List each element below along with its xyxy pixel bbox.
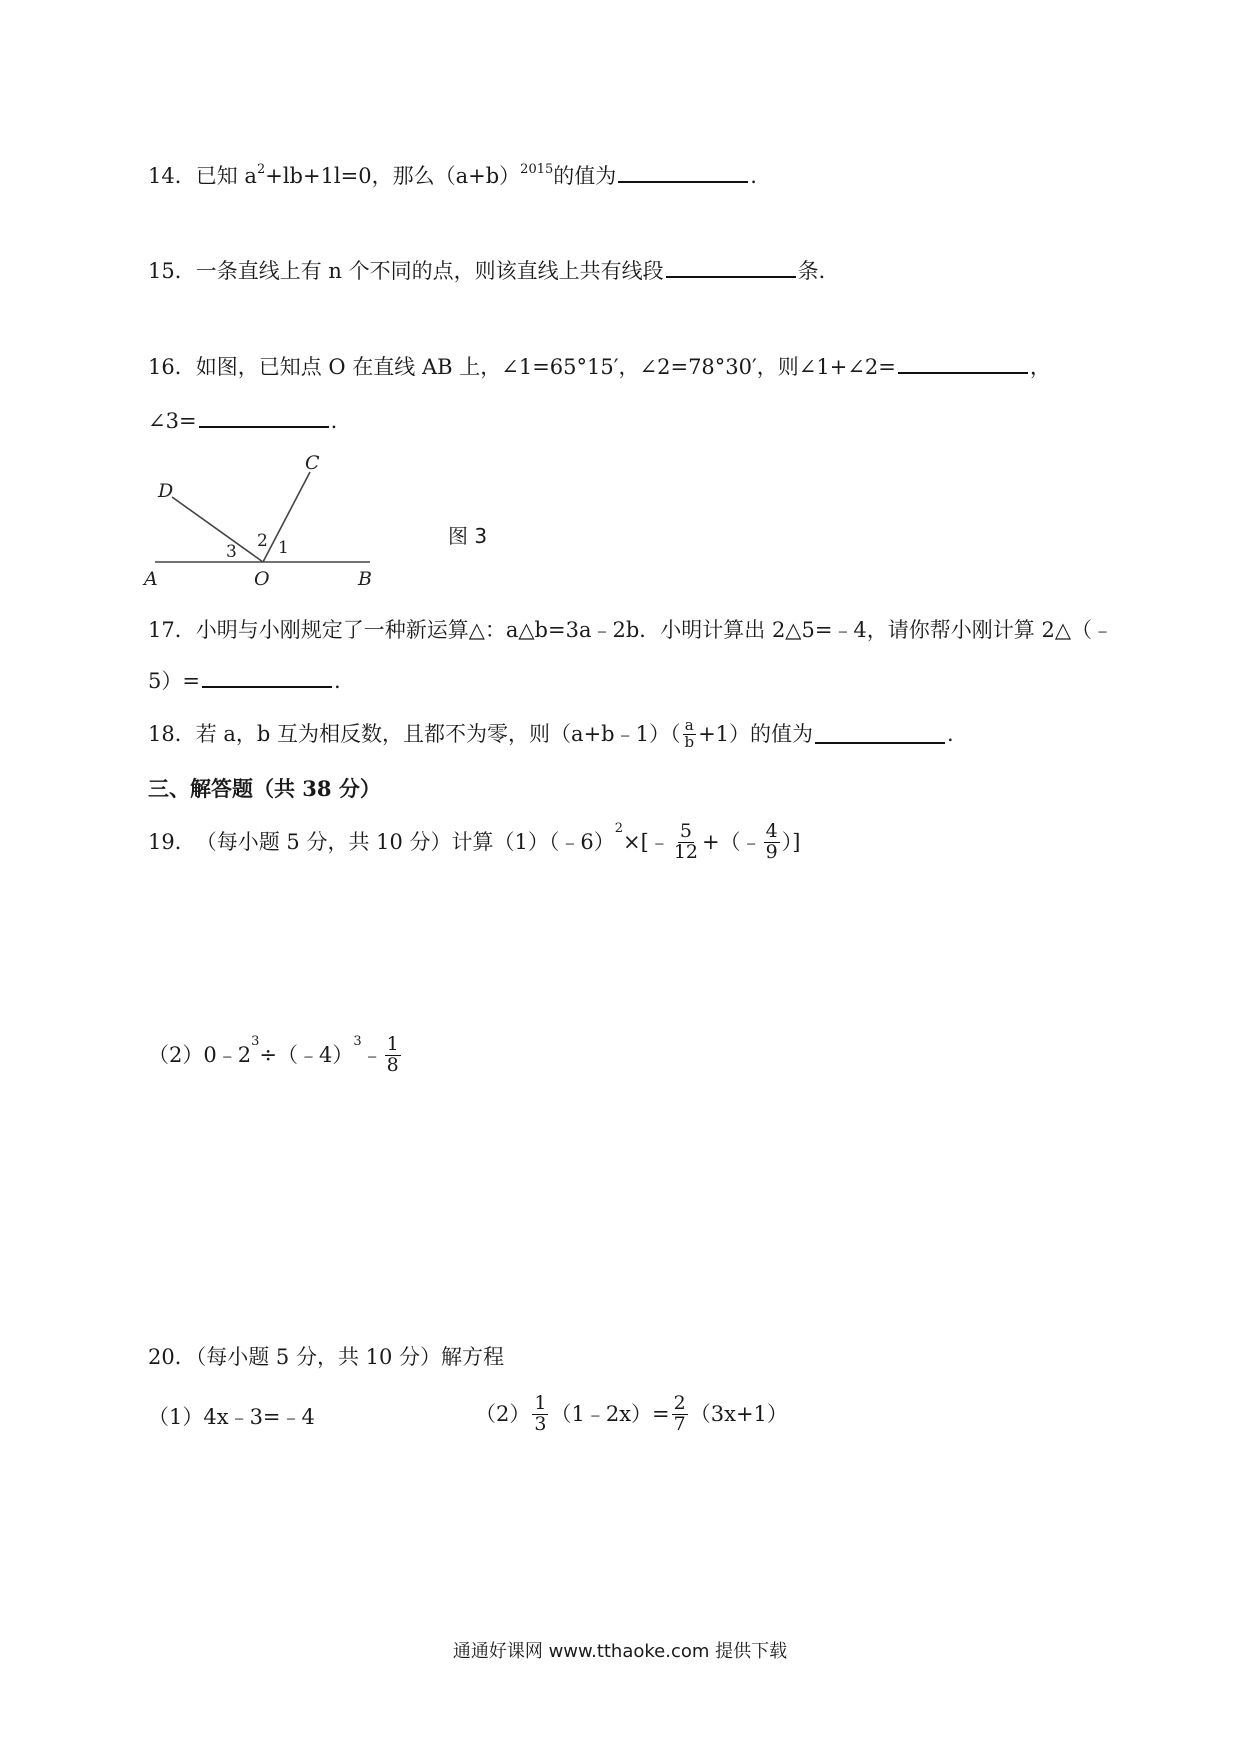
question-text: +1）的值为 [698,721,814,746]
question-text: （每小题 5 分，共 10 分）计算（1）（﹣6） [195,829,615,854]
superscript: 2 [256,162,266,177]
angle-figure [140,445,390,595]
fraction-denominator: 9 [765,840,778,863]
answer-blank[interactable] [202,668,332,688]
fraction-numerator: 2 [673,1392,686,1414]
fraction-5-12 [672,822,700,863]
answer-blank[interactable] [898,354,1028,374]
answer-blank[interactable] [199,408,329,428]
question-text: 已知 a [195,164,257,188]
fraction-denominator: 12 [673,840,699,863]
fraction-numerator: a [684,716,694,734]
page-footer: 通通好课网 www.tthaoke.com 提供下载 [452,1641,788,1662]
question-16 [148,354,1051,378]
question-text: 如图，已知点 O 在直线 AB 上，∠1=65°15′，∠2=78°30′，则∠1+∠2= [195,355,896,379]
fraction-denominator: 3 [534,1412,547,1435]
question-number: 17． [148,618,196,642]
ray-od [172,497,263,562]
answer-blank[interactable] [666,258,796,278]
label-d: D [158,480,174,502]
question-text: 5）= [148,669,200,693]
fraction-denominator: b [684,732,695,751]
punctuation: . [333,669,341,693]
question-15 [148,258,840,282]
question-20-part-2 [475,1394,788,1435]
question-20 [148,1347,504,1368]
fraction-1-3 [532,1394,548,1435]
question-text: ）] [781,829,801,854]
question-20-part-1: （1）4x﹣3=﹣4 [148,1405,315,1429]
fraction-2-7 [672,1394,688,1435]
question-19 [148,822,800,863]
fraction-1-8 [385,1035,401,1076]
fraction-numerator: 1 [534,1392,547,1414]
question-18 [148,718,954,751]
question-text: （2）0﹣2 [148,1042,252,1067]
fraction-numerator: 5 [679,820,692,842]
superscript: 2 [614,821,624,836]
superscript: 2015 [520,162,554,177]
punctuation: . [947,721,954,746]
punctuation: ， [1029,355,1051,379]
question-number: 18． [148,721,196,746]
question-number: 19． [148,829,196,854]
question-text: 若 a，b 互为相反数，且都不为零，则（a+b﹣1）（ [195,721,681,746]
label-o: O [254,568,270,590]
question-number: 20． [148,1345,196,1369]
question-number: 16． [148,355,196,379]
question-text: +（﹣ [702,829,762,854]
question-19-part-2 [148,1035,403,1076]
superscript: 3 [353,1034,362,1049]
fraction-4-9 [764,822,780,863]
label-angle-3: 3 [226,542,237,562]
question-text: （3x+1） [689,1401,788,1426]
question-text: ﹣ [361,1042,383,1067]
section-title: 三、解答题（共 38 分） [148,776,381,801]
question-text: ∠3= [148,409,197,433]
fraction-numerator: 1 [386,1033,399,1055]
question-text: ÷（﹣4） [259,1042,354,1067]
fraction-numerator: 4 [765,820,778,842]
question-17-line2 [148,668,341,692]
question-17 [148,620,1113,641]
question-text: ×[﹣ [623,829,670,854]
question-14 [148,163,757,187]
fraction-a-over-b [682,718,696,751]
question-text: 条． [797,259,840,283]
punctuation: . [330,409,338,433]
punctuation: . [750,164,757,188]
label-angle-1: 1 [278,538,289,558]
label-a: A [144,568,158,590]
figure-caption: 图 3 [448,524,488,548]
question-text: 一条直线上有 n 个不同的点，则该直线上共有线段 [195,259,664,283]
question-text: （2） [475,1401,531,1426]
question-text: （每小题 5 分，共 10 分）解方程 [195,1345,505,1369]
question-16-line2 [148,408,337,432]
answer-blank[interactable] [815,724,945,744]
question-text: 小明与小刚规定了一种新运算△：a△b=3a﹣2b．小明计算出 2△5=﹣4，请你帮小刚计算 2△（﹣ [195,618,1113,642]
question-number: 15． [148,259,196,283]
superscript: 3 [251,1034,260,1049]
label-angle-2: 2 [257,531,268,551]
question-text: +lb+1l=0，那么（a+b） [265,164,521,188]
question-number: 14． [148,164,196,188]
fraction-denominator: 8 [386,1053,399,1076]
question-text: （1﹣2x）= [550,1401,670,1426]
label-c: C [305,452,320,474]
label-b: B [358,568,372,590]
answer-blank[interactable] [618,163,748,183]
fraction-denominator: 7 [673,1412,686,1435]
question-text: 的值为 [553,164,617,188]
